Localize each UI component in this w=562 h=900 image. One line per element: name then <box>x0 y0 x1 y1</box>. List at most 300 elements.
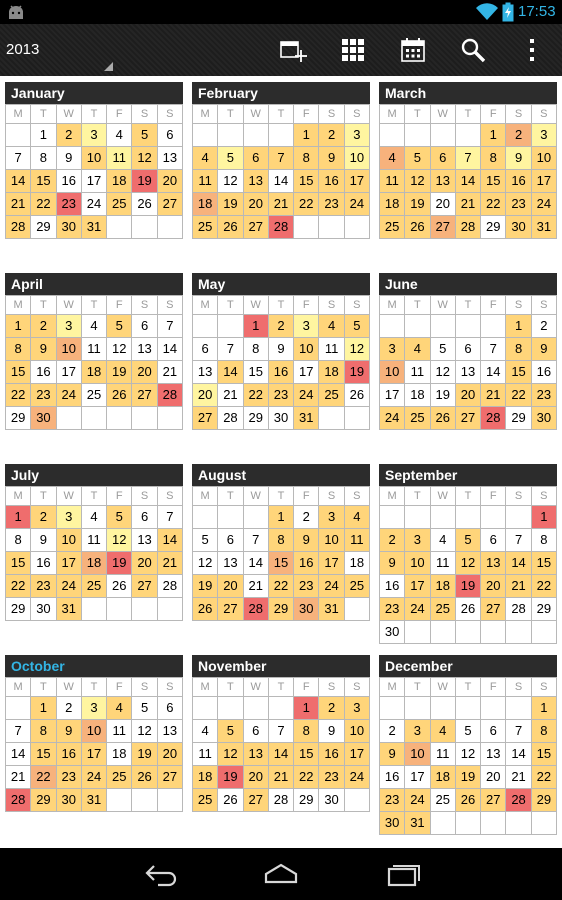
day-cell[interactable]: 12 <box>107 338 132 361</box>
day-cell[interactable]: 9 <box>319 147 344 170</box>
day-cell[interactable]: 21 <box>6 766 31 789</box>
day-cell[interactable]: 5 <box>107 315 132 338</box>
day-cell[interactable]: 11 <box>107 147 132 170</box>
day-cell[interactable]: 2 <box>31 506 56 529</box>
day-cell[interactable]: 14 <box>158 338 183 361</box>
day-cell[interactable]: 17 <box>294 361 319 384</box>
day-cell[interactable]: 29 <box>6 407 31 430</box>
month-march[interactable] <box>379 82 557 239</box>
day-cell[interactable]: 30 <box>57 216 82 239</box>
day-cell[interactable]: 25 <box>107 193 132 216</box>
day-cell[interactable]: 31 <box>294 407 319 430</box>
day-cell[interactable]: 29 <box>6 598 31 621</box>
day-cell[interactable]: 3 <box>82 124 107 147</box>
day-cell[interactable]: 23 <box>506 193 531 216</box>
day-cell[interactable]: 10 <box>405 552 430 575</box>
day-cell[interactable]: 15 <box>269 552 294 575</box>
day-cell[interactable]: 3 <box>405 720 430 743</box>
day-cell[interactable]: 17 <box>82 743 107 766</box>
day-cell[interactable]: 23 <box>319 766 344 789</box>
day-cell[interactable]: 14 <box>269 743 294 766</box>
day-cell[interactable]: 4 <box>193 147 218 170</box>
day-cell[interactable]: 30 <box>57 789 82 812</box>
day-cell[interactable]: 3 <box>532 124 557 147</box>
day-cell[interactable]: 28 <box>158 575 183 598</box>
day-cell[interactable]: 21 <box>158 552 183 575</box>
day-cell[interactable]: 17 <box>532 170 557 193</box>
day-cell[interactable]: 27 <box>244 216 269 239</box>
month-december[interactable] <box>379 655 557 835</box>
day-cell[interactable]: 18 <box>82 552 107 575</box>
day-cell[interactable]: 12 <box>132 720 157 743</box>
month-title[interactable]: November <box>192 655 370 677</box>
day-cell[interactable]: 19 <box>431 384 456 407</box>
day-cell[interactable]: 1 <box>244 315 269 338</box>
day-cell[interactable]: 29 <box>532 789 557 812</box>
month-title[interactable]: December <box>379 655 557 677</box>
day-cell[interactable]: 10 <box>57 529 82 552</box>
day-cell[interactable]: 11 <box>82 338 107 361</box>
day-cell[interactable]: 29 <box>294 789 319 812</box>
month-title[interactable]: April <box>5 273 183 295</box>
month-august[interactable] <box>192 464 370 621</box>
day-cell[interactable]: 13 <box>158 720 183 743</box>
day-cell[interactable]: 21 <box>6 193 31 216</box>
day-cell[interactable]: 24 <box>405 598 430 621</box>
day-cell[interactable]: 26 <box>193 598 218 621</box>
day-cell[interactable]: 9 <box>57 720 82 743</box>
day-cell[interactable]: 18 <box>319 361 344 384</box>
day-cell[interactable]: 20 <box>481 766 506 789</box>
day-cell[interactable]: 4 <box>319 315 344 338</box>
day-cell[interactable]: 19 <box>132 743 157 766</box>
day-cell[interactable]: 11 <box>431 552 456 575</box>
day-cell[interactable]: 21 <box>244 575 269 598</box>
day-cell[interactable]: 18 <box>82 361 107 384</box>
day-cell[interactable]: 15 <box>481 170 506 193</box>
day-cell[interactable]: 19 <box>218 766 243 789</box>
day-cell[interactable]: 28 <box>456 216 481 239</box>
day-cell[interactable]: 20 <box>481 575 506 598</box>
day-cell[interactable]: 13 <box>193 361 218 384</box>
day-cell[interactable]: 15 <box>6 552 31 575</box>
day-cell[interactable]: 4 <box>82 315 107 338</box>
day-cell[interactable]: 6 <box>132 315 157 338</box>
day-cell[interactable]: 10 <box>294 338 319 361</box>
day-cell[interactable]: 25 <box>193 789 218 812</box>
day-cell[interactable]: 3 <box>405 529 430 552</box>
day-cell[interactable]: 10 <box>532 147 557 170</box>
home-icon[interactable] <box>261 860 301 888</box>
month-title[interactable]: October <box>5 655 183 677</box>
month-april[interactable] <box>5 273 183 430</box>
day-cell[interactable]: 7 <box>158 315 183 338</box>
day-cell[interactable]: 21 <box>218 384 243 407</box>
day-cell[interactable]: 9 <box>57 147 82 170</box>
day-cell[interactable]: 20 <box>132 552 157 575</box>
day-cell[interactable]: 22 <box>6 384 31 407</box>
day-cell[interactable]: 22 <box>6 575 31 598</box>
day-cell[interactable]: 18 <box>431 575 456 598</box>
day-cell[interactable]: 18 <box>431 766 456 789</box>
month-title[interactable]: January <box>5 82 183 104</box>
day-cell[interactable]: 9 <box>294 529 319 552</box>
day-cell[interactable]: 11 <box>82 529 107 552</box>
day-cell[interactable]: 12 <box>132 147 157 170</box>
day-cell[interactable]: 7 <box>6 147 31 170</box>
day-cell[interactable]: 26 <box>405 216 430 239</box>
day-cell[interactable]: 7 <box>506 720 531 743</box>
day-cell[interactable]: 28 <box>244 598 269 621</box>
day-cell[interactable]: 28 <box>269 216 294 239</box>
month-june[interactable] <box>379 273 557 430</box>
day-cell[interactable]: 21 <box>506 575 531 598</box>
day-cell[interactable]: 2 <box>319 124 344 147</box>
month-title[interactable]: May <box>192 273 370 295</box>
day-cell[interactable]: 13 <box>456 361 481 384</box>
day-cell[interactable]: 30 <box>31 598 56 621</box>
day-cell[interactable]: 30 <box>319 789 344 812</box>
day-cell[interactable]: 29 <box>506 407 531 430</box>
day-cell[interactable]: 15 <box>294 743 319 766</box>
day-cell[interactable]: 22 <box>31 766 56 789</box>
day-cell[interactable]: 4 <box>431 529 456 552</box>
day-cell[interactable]: 8 <box>31 147 56 170</box>
month-title[interactable]: June <box>379 273 557 295</box>
day-cell[interactable]: 17 <box>380 384 405 407</box>
day-cell[interactable]: 16 <box>31 361 56 384</box>
day-cell[interactable]: 31 <box>319 598 344 621</box>
day-cell[interactable]: 26 <box>218 789 243 812</box>
day-cell[interactable]: 22 <box>532 766 557 789</box>
day-cell[interactable]: 16 <box>380 766 405 789</box>
day-cell[interactable]: 4 <box>405 338 430 361</box>
day-cell[interactable]: 2 <box>380 720 405 743</box>
day-cell[interactable]: 9 <box>319 720 344 743</box>
day-cell[interactable]: 6 <box>431 147 456 170</box>
day-cell[interactable]: 13 <box>132 338 157 361</box>
day-cell[interactable]: 22 <box>294 766 319 789</box>
day-cell[interactable]: 27 <box>193 407 218 430</box>
day-cell[interactable]: 13 <box>431 170 456 193</box>
day-cell[interactable]: 11 <box>345 529 370 552</box>
day-cell[interactable]: 4 <box>82 506 107 529</box>
day-cell[interactable]: 23 <box>319 193 344 216</box>
day-cell[interactable]: 13 <box>218 552 243 575</box>
day-cell[interactable]: 7 <box>481 338 506 361</box>
day-cell[interactable]: 16 <box>319 743 344 766</box>
day-cell[interactable]: 24 <box>294 384 319 407</box>
day-cell[interactable]: 25 <box>431 598 456 621</box>
day-cell[interactable]: 7 <box>218 338 243 361</box>
day-cell[interactable]: 2 <box>294 506 319 529</box>
day-cell[interactable]: 13 <box>244 170 269 193</box>
day-cell[interactable]: 21 <box>456 193 481 216</box>
day-cell[interactable]: 19 <box>456 766 481 789</box>
day-cell[interactable]: 1 <box>6 315 31 338</box>
day-cell[interactable]: 14 <box>481 361 506 384</box>
day-cell[interactable]: 28 <box>6 789 31 812</box>
day-cell[interactable]: 20 <box>193 384 218 407</box>
day-cell[interactable]: 4 <box>380 147 405 170</box>
day-cell[interactable]: 24 <box>57 384 82 407</box>
day-cell[interactable]: 24 <box>380 407 405 430</box>
day-cell[interactable]: 27 <box>456 407 481 430</box>
day-cell[interactable]: 4 <box>107 124 132 147</box>
day-cell[interactable]: 12 <box>193 552 218 575</box>
day-cell[interactable]: 6 <box>481 529 506 552</box>
day-cell[interactable]: 19 <box>456 575 481 598</box>
day-cell[interactable]: 26 <box>218 216 243 239</box>
day-cell[interactable]: 16 <box>506 170 531 193</box>
day-cell[interactable]: 27 <box>431 216 456 239</box>
day-cell[interactable]: 10 <box>82 720 107 743</box>
day-cell[interactable]: 22 <box>294 193 319 216</box>
day-cell[interactable]: 12 <box>431 361 456 384</box>
day-cell[interactable]: 1 <box>6 506 31 529</box>
day-cell[interactable]: 15 <box>6 361 31 384</box>
day-cell[interactable]: 25 <box>405 407 430 430</box>
day-cell[interactable]: 11 <box>193 170 218 193</box>
day-cell[interactable]: 24 <box>532 193 557 216</box>
day-cell[interactable]: 8 <box>294 720 319 743</box>
search-icon[interactable] <box>459 36 487 64</box>
day-cell[interactable]: 5 <box>132 697 157 720</box>
day-cell[interactable]: 21 <box>506 766 531 789</box>
day-cell[interactable]: 14 <box>6 743 31 766</box>
day-cell[interactable]: 20 <box>456 384 481 407</box>
day-cell[interactable]: 19 <box>193 575 218 598</box>
day-cell[interactable]: 13 <box>481 743 506 766</box>
day-cell[interactable]: 5 <box>218 147 243 170</box>
day-cell[interactable]: 29 <box>532 598 557 621</box>
day-cell[interactable]: 5 <box>193 529 218 552</box>
day-cell[interactable]: 13 <box>132 529 157 552</box>
day-cell[interactable]: 17 <box>57 361 82 384</box>
day-cell[interactable]: 30 <box>506 216 531 239</box>
day-cell[interactable]: 31 <box>532 216 557 239</box>
day-cell[interactable]: 2 <box>57 697 82 720</box>
day-cell[interactable]: 2 <box>31 315 56 338</box>
day-cell[interactable]: 22 <box>481 193 506 216</box>
day-cell[interactable]: 3 <box>319 506 344 529</box>
day-cell[interactable]: 27 <box>481 598 506 621</box>
day-cell[interactable]: 23 <box>57 193 82 216</box>
day-cell[interactable]: 10 <box>82 147 107 170</box>
day-cell[interactable]: 9 <box>31 529 56 552</box>
recent-apps-icon[interactable] <box>381 860 421 888</box>
day-cell[interactable]: 14 <box>158 529 183 552</box>
day-cell[interactable]: 11 <box>107 720 132 743</box>
day-cell[interactable]: 30 <box>380 621 405 644</box>
day-cell[interactable]: 20 <box>158 743 183 766</box>
day-cell[interactable]: 4 <box>107 697 132 720</box>
day-cell[interactable]: 1 <box>31 124 56 147</box>
day-cell[interactable]: 21 <box>481 384 506 407</box>
day-cell[interactable]: 26 <box>132 193 157 216</box>
day-cell[interactable]: 29 <box>31 789 56 812</box>
day-cell[interactable]: 19 <box>107 361 132 384</box>
day-cell[interactable]: 12 <box>456 743 481 766</box>
day-cell[interactable]: 2 <box>380 529 405 552</box>
day-cell[interactable]: 6 <box>193 338 218 361</box>
month-october[interactable] <box>5 655 183 812</box>
day-cell[interactable]: 23 <box>380 598 405 621</box>
day-cell[interactable]: 16 <box>294 552 319 575</box>
day-cell[interactable]: 15 <box>294 170 319 193</box>
day-cell[interactable]: 15 <box>506 361 531 384</box>
day-cell[interactable]: 26 <box>456 789 481 812</box>
day-cell[interactable]: 1 <box>532 506 557 529</box>
day-cell[interactable]: 29 <box>269 598 294 621</box>
day-cell[interactable]: 13 <box>158 147 183 170</box>
day-cell[interactable]: 3 <box>294 315 319 338</box>
day-cell[interactable]: 30 <box>380 812 405 835</box>
day-cell[interactable]: 19 <box>345 361 370 384</box>
day-cell[interactable]: 18 <box>193 766 218 789</box>
day-cell[interactable]: 18 <box>405 384 430 407</box>
day-cell[interactable]: 19 <box>405 193 430 216</box>
day-cell[interactable]: 3 <box>57 315 82 338</box>
day-cell[interactable]: 1 <box>269 506 294 529</box>
back-icon[interactable] <box>142 860 182 888</box>
month-january[interactable] <box>5 82 183 239</box>
day-cell[interactable]: 22 <box>269 575 294 598</box>
day-cell[interactable]: 6 <box>158 124 183 147</box>
day-cell[interactable]: 8 <box>532 720 557 743</box>
day-cell[interactable]: 2 <box>269 315 294 338</box>
day-cell[interactable]: 3 <box>57 506 82 529</box>
day-cell[interactable]: 24 <box>345 193 370 216</box>
day-cell[interactable]: 11 <box>405 361 430 384</box>
month-february[interactable] <box>192 82 370 239</box>
day-cell[interactable]: 5 <box>431 338 456 361</box>
day-cell[interactable]: 30 <box>269 407 294 430</box>
day-cell[interactable]: 2 <box>319 697 344 720</box>
day-cell[interactable]: 20 <box>431 193 456 216</box>
day-cell[interactable]: 8 <box>6 529 31 552</box>
day-cell[interactable]: 19 <box>132 170 157 193</box>
day-cell[interactable]: 1 <box>532 697 557 720</box>
day-cell[interactable]: 23 <box>294 575 319 598</box>
day-cell[interactable]: 13 <box>244 743 269 766</box>
day-cell[interactable]: 6 <box>158 697 183 720</box>
add-event-icon[interactable] <box>279 36 307 64</box>
day-cell[interactable]: 21 <box>269 766 294 789</box>
day-cell[interactable]: 28 <box>269 789 294 812</box>
day-cell[interactable]: 5 <box>456 529 481 552</box>
day-cell[interactable]: 1 <box>481 124 506 147</box>
day-cell[interactable]: 15 <box>244 361 269 384</box>
day-cell[interactable]: 8 <box>506 338 531 361</box>
day-cell[interactable]: 29 <box>244 407 269 430</box>
day-cell[interactable]: 25 <box>82 575 107 598</box>
day-cell[interactable]: 6 <box>244 720 269 743</box>
day-cell[interactable]: 26 <box>107 384 132 407</box>
day-cell[interactable]: 20 <box>132 361 157 384</box>
day-cell[interactable]: 19 <box>218 193 243 216</box>
day-cell[interactable]: 4 <box>193 720 218 743</box>
day-cell[interactable]: 1 <box>294 697 319 720</box>
day-cell[interactable]: 23 <box>532 384 557 407</box>
day-cell[interactable]: 25 <box>107 766 132 789</box>
day-cell[interactable]: 10 <box>319 529 344 552</box>
day-cell[interactable]: 31 <box>57 598 82 621</box>
day-cell[interactable]: 15 <box>31 170 56 193</box>
day-cell[interactable]: 27 <box>132 575 157 598</box>
day-cell[interactable]: 9 <box>380 552 405 575</box>
day-cell[interactable]: 20 <box>218 575 243 598</box>
day-cell[interactable]: 26 <box>345 384 370 407</box>
day-cell[interactable]: 28 <box>506 598 531 621</box>
day-cell[interactable]: 29 <box>31 216 56 239</box>
day-cell[interactable]: 11 <box>193 743 218 766</box>
day-cell[interactable]: 27 <box>132 384 157 407</box>
day-cell[interactable]: 7 <box>269 720 294 743</box>
month-title[interactable]: March <box>379 82 557 104</box>
day-cell[interactable]: 22 <box>31 193 56 216</box>
day-cell[interactable]: 16 <box>319 170 344 193</box>
month-title[interactable]: July <box>5 464 183 486</box>
day-cell[interactable]: 26 <box>107 575 132 598</box>
month-november[interactable] <box>192 655 370 812</box>
day-cell[interactable]: 5 <box>218 720 243 743</box>
day-cell[interactable]: 1 <box>31 697 56 720</box>
day-cell[interactable]: 11 <box>431 743 456 766</box>
day-cell[interactable]: 17 <box>345 743 370 766</box>
day-cell[interactable]: 30 <box>294 598 319 621</box>
day-cell[interactable]: 12 <box>218 743 243 766</box>
day-cell[interactable]: 12 <box>107 529 132 552</box>
day-cell[interactable]: 5 <box>405 147 430 170</box>
day-cell[interactable]: 27 <box>158 193 183 216</box>
overflow-menu-icon[interactable] <box>518 36 546 64</box>
day-cell[interactable]: 8 <box>294 147 319 170</box>
day-cell[interactable]: 20 <box>244 193 269 216</box>
day-cell[interactable]: 17 <box>82 170 107 193</box>
day-cell[interactable]: 17 <box>57 552 82 575</box>
day-cell[interactable]: 6 <box>456 338 481 361</box>
day-cell[interactable]: 10 <box>57 338 82 361</box>
day-cell[interactable]: 24 <box>82 193 107 216</box>
day-cell[interactable]: 25 <box>345 575 370 598</box>
day-cell[interactable]: 7 <box>6 720 31 743</box>
day-cell[interactable]: 22 <box>244 384 269 407</box>
day-cell[interactable]: 6 <box>481 720 506 743</box>
day-cell[interactable]: 14 <box>506 552 531 575</box>
day-cell[interactable]: 2 <box>57 124 82 147</box>
day-cell[interactable]: 8 <box>6 338 31 361</box>
day-cell[interactable]: 25 <box>380 216 405 239</box>
day-cell[interactable]: 3 <box>380 338 405 361</box>
day-cell[interactable]: 1 <box>294 124 319 147</box>
day-cell[interactable]: 11 <box>380 170 405 193</box>
day-cell[interactable]: 16 <box>57 170 82 193</box>
day-cell[interactable]: 13 <box>481 552 506 575</box>
day-cell[interactable]: 27 <box>481 789 506 812</box>
day-cell[interactable]: 8 <box>481 147 506 170</box>
day-cell[interactable]: 10 <box>345 720 370 743</box>
month-september[interactable] <box>379 464 557 644</box>
day-cell[interactable]: 28 <box>506 789 531 812</box>
day-cell[interactable]: 12 <box>345 338 370 361</box>
day-cell[interactable]: 9 <box>532 338 557 361</box>
day-cell[interactable]: 10 <box>380 361 405 384</box>
day-cell[interactable]: 6 <box>244 147 269 170</box>
day-cell[interactable]: 12 <box>405 170 430 193</box>
day-cell[interactable]: 14 <box>6 170 31 193</box>
calendar-icon[interactable] <box>399 36 427 64</box>
